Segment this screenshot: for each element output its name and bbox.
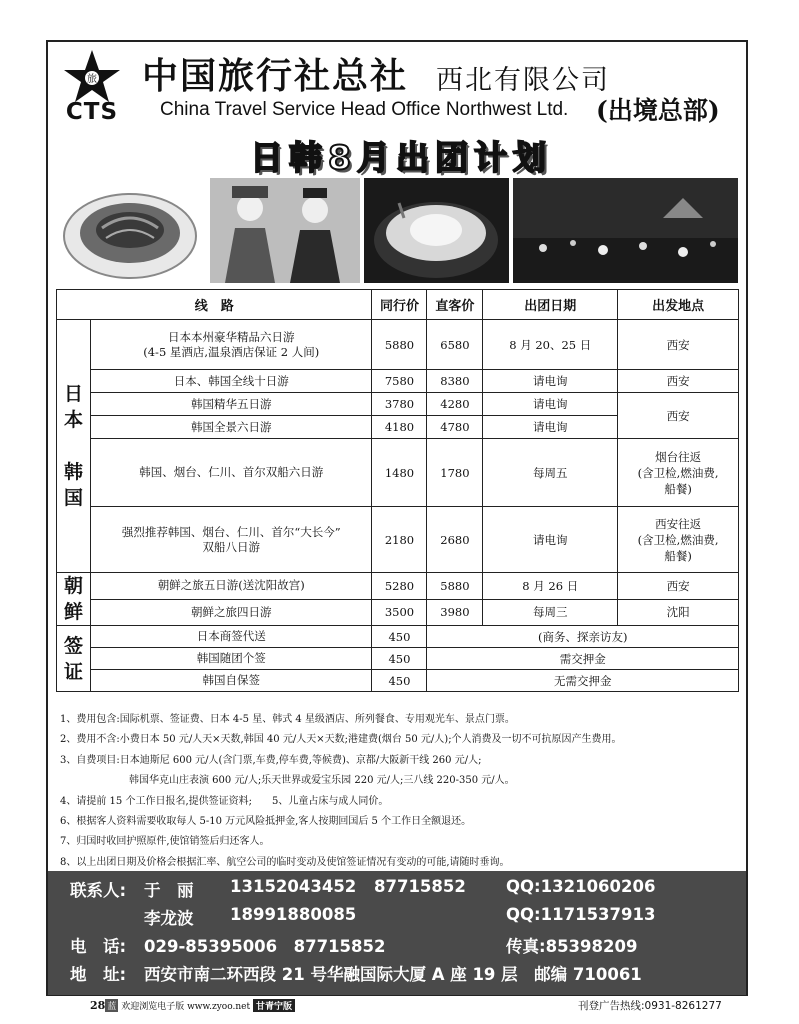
direct-price-cell: 1780 [427, 439, 483, 507]
peer-price-cell: 3780 [372, 393, 427, 416]
table-row [57, 320, 739, 370]
category-japan-korea: 日 本 韩 国 [57, 320, 91, 573]
contact-name-2: 李龙波 [144, 909, 194, 928]
contact-row-3 [48, 933, 746, 961]
visa-note-cell: (商务、探亲访友) [427, 626, 739, 648]
direct-price-cell: 2680 [427, 507, 483, 573]
direct-price-cell: 8380 [427, 370, 483, 393]
tel-label: 电 话: [70, 937, 127, 956]
ginseng-chicken-soup-photo [364, 178, 509, 283]
category-north-korea: 朝 鲜 [57, 573, 91, 626]
depart-cell: 沈阳 [618, 599, 739, 626]
logo-text: CTS [65, 99, 119, 125]
route-cell: 韩国随团个签 [90, 648, 372, 670]
depart-cell: 西安往返 (含卫检,燃油费, 船餐) [618, 507, 739, 573]
date-cell: 8 月 26 日 [483, 573, 618, 600]
note-item: 8、以上出团日期及价格会根据汇率、航空公司的临时变动及使馆签证情况有变动的可能,请随时垂询。 [60, 856, 510, 868]
route-cell: 朝鲜之旅四日游 [90, 599, 372, 626]
company-branch-name: 西北有限公司 [436, 65, 610, 96]
peer-price-cell: 7580 [372, 370, 427, 393]
route-cell: 朝鲜之旅五日游(送沈阳故宫) [90, 573, 372, 600]
peer-price-cell: 5880 [372, 320, 427, 370]
note-item: 2、费用不含:小费日本 50 元/人天×天数,韩国 40 元/人天×天数;港建费(烟台 50 元/人);个人消费及一切不可抗原因产生费用。 [60, 734, 622, 746]
visa-note-cell: 无需交押金 [427, 670, 739, 692]
svg-text:旅: 旅 [87, 74, 97, 85]
direct-price-cell: 4780 [427, 416, 483, 439]
table-row [57, 393, 739, 416]
contact-row-2 [48, 905, 746, 933]
header-depart-date: 出团日期 [483, 290, 618, 320]
table-row [57, 370, 739, 393]
tel-value: 029-85395006 87715852 [144, 937, 386, 956]
visa-note-cell: 需交押金 [427, 648, 739, 670]
direct-price-cell: 6580 [427, 320, 483, 370]
header-depart-place: 出发地点 [618, 290, 739, 320]
note-item: 7、归国时收回护照原件,使馆销签后归还客人。 [60, 836, 270, 848]
table-row [57, 599, 739, 626]
section-badge: 蓝 [105, 999, 118, 1012]
ad-hotline: 刊登广告热线:0931-8261277 [578, 1000, 722, 1012]
date-cell: 每周五 [483, 439, 618, 507]
depart-cell: 西安 [618, 573, 739, 600]
note-item: 6、根据客人资料需要收取每人 5-10 万元风险抵押金,客人按期回国后 5 个工作日全额退还。 [60, 816, 472, 828]
route-cell: 日本商签代送 [90, 626, 372, 648]
table-row [57, 439, 739, 507]
contact-panel [48, 871, 746, 995]
night-lantern-festival-photo [513, 178, 738, 283]
date-cell: 请电询 [483, 393, 618, 416]
tour-price-table [56, 289, 739, 692]
peer-price-cell: 450 [372, 670, 427, 692]
page-number: 28 [90, 999, 106, 1012]
peer-price-cell: 5280 [372, 573, 427, 600]
peer-price-cell: 450 [372, 648, 427, 670]
date-cell: 请电询 [483, 370, 618, 393]
direct-price-cell: 4280 [427, 393, 483, 416]
contact-qq-2: QQ:1171537913 [506, 905, 656, 924]
contact-tel-1: 87715852 [374, 877, 466, 896]
edition-badge: 甘青宁版 [253, 999, 295, 1012]
address-label: 地 址: [70, 965, 127, 984]
note-item: 4、请提前 15 个工作日报名,提供签证资料; 5、儿童占床与成人同价。 [60, 795, 389, 807]
footer-left [90, 999, 295, 1012]
table-row [57, 626, 739, 648]
header-direct-price: 直客价 [427, 290, 483, 320]
depart-cell: 西安 [618, 393, 739, 439]
date-cell: 请电询 [483, 507, 618, 573]
direct-price-cell: 3980 [427, 599, 483, 626]
korean-costume-photo [210, 178, 360, 283]
date-cell: 8 月 20、25 日 [483, 320, 618, 370]
route-cell: 韩国全景六日游 [90, 416, 372, 439]
peer-price-cell: 450 [372, 626, 427, 648]
notes-list [60, 710, 740, 873]
contact-phone-2: 18991880085 [230, 905, 357, 924]
browse-text: 欢迎浏览电子版 www.zyoo.net [121, 1002, 251, 1012]
company-english-name: China Travel Service Head Office Northwest Ltd. [160, 99, 569, 120]
fax-value: 传真:85398209 [506, 937, 638, 956]
table-header-row [57, 290, 739, 320]
depart-cell: 烟台往返 (含卫检,燃油费, 船餐) [618, 439, 739, 507]
department-tag: (出境总部) [596, 96, 720, 125]
address-value: 西安市南二环西段 21 号华融国际大厦 A 座 19 层 邮编 710061 [144, 965, 642, 984]
kimchi-dish-photo [58, 178, 206, 283]
contact-phone-1: 13152043452 [230, 877, 357, 896]
date-cell: 每周三 [483, 599, 618, 626]
contact-row-4 [48, 961, 746, 989]
route-cell: 韩国精华五日游 [90, 393, 372, 416]
note-item: 1、费用包含:国际机票、签证费、日本 4-5 星、韩式 4 星级酒店、所列餐食、专用观光车、景点门票。 [60, 714, 515, 725]
peer-price-cell: 4180 [372, 416, 427, 439]
route-cell: 韩国、烟台、仁川、首尔双船六日游 [90, 439, 372, 507]
page-title: 日韩8月出团计划 [250, 138, 552, 177]
peer-price-cell: 2180 [372, 507, 427, 573]
table-row [57, 648, 739, 670]
route-cell: 日本、韩国全线十日游 [90, 370, 372, 393]
contact-name-1: 于 丽 [144, 881, 194, 900]
company-chinese-name: 中国旅行社总社 [142, 55, 409, 97]
route-cell: 日本本州豪华精品六日游 (4-5 星酒店,温泉酒店保证 2 人间) [90, 320, 372, 370]
header-route: 线 路 [57, 290, 372, 320]
contact-qq-1: QQ:1321060206 [506, 877, 656, 896]
category-visa: 签 证 [57, 626, 91, 692]
peer-price-cell: 1480 [372, 439, 427, 507]
table-row [57, 573, 739, 600]
table-row [57, 670, 739, 692]
peer-price-cell: 3500 [372, 599, 427, 626]
header-peer-price: 同行价 [372, 290, 427, 320]
date-cell: 请电询 [483, 416, 618, 439]
route-cell: 韩国自保签 [90, 670, 372, 692]
contact-row-1 [48, 877, 746, 905]
depart-cell: 西安 [618, 370, 739, 393]
route-cell: 强烈推荐韩国、烟台、仁川、首尔“大长今” 双船八日游 [90, 507, 372, 573]
contact-label: 联系人: [70, 881, 127, 900]
note-item: 韩国华克山庄表演 600 元/人;乐天世界或爱宝乐园 220 元/人;三八线 220-350 元/人。 [129, 775, 515, 787]
direct-price-cell: 5880 [427, 573, 483, 600]
table-row [57, 507, 739, 573]
note-item: 3、自费项目:日本迪斯尼 600 元/人(含门票,车费,停车费,等候费)、京都/大阪新干线 260 元/人; [60, 754, 482, 766]
depart-cell: 西安 [618, 320, 739, 370]
